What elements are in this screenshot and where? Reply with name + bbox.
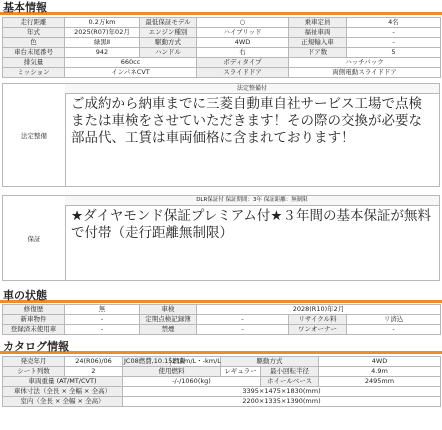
cell-value: 2 (65, 367, 123, 377)
cell-label: 福祉車両 (289, 28, 347, 38)
cell-value: インパネCVT (65, 68, 197, 78)
cell-value: 660cc (65, 58, 197, 68)
cell-value: 5 (347, 48, 441, 58)
cell-label: リサイクル料 (289, 315, 347, 325)
cell-label: スライドドア (197, 68, 289, 78)
table-row (3, 367, 441, 377)
cell-label: 禁煙 (140, 325, 197, 335)
table-row (3, 397, 441, 407)
cell-label: ボディタイプ (197, 58, 289, 68)
cell-value: 右 (197, 48, 289, 58)
cell-value: レギュラー (221, 367, 261, 377)
table-row (3, 387, 441, 397)
cell-value: 4WD (197, 38, 289, 48)
section-title: 基本情報 (3, 1, 47, 14)
cell-value: 緑黒Ⅱ (65, 38, 140, 48)
cell-value: - (197, 325, 289, 335)
cell-value: - (347, 28, 441, 38)
table-row (3, 28, 441, 38)
cell-value: リ済込 (347, 315, 441, 325)
cell-label: シート列数 (3, 367, 65, 377)
section-header-condition (0, 288, 442, 303)
table-row (3, 58, 441, 68)
cell-label: 最小回転半径 (261, 367, 319, 377)
warranty-block (2, 195, 440, 281)
cell-label: 車台末尾番号 (3, 48, 65, 58)
cell-label: 正規輸入車 (289, 38, 347, 48)
cell-label: 乗車定員 (289, 18, 347, 28)
cell-label: ミッション (3, 68, 65, 78)
cell-value: - (197, 315, 289, 325)
cell-value: 21km/L・-km/L (172, 357, 221, 365)
cell-label: 色 (3, 38, 65, 48)
cell-value: 24(R06)/06 (65, 357, 123, 367)
cell-label: 使用燃料 (123, 367, 221, 377)
condition-table (2, 304, 441, 335)
cell-value: 2200×1335×1390(mm) (123, 397, 441, 407)
cell-value: - (347, 38, 441, 48)
table-row (3, 357, 441, 367)
cell-label: ドア数 (289, 48, 347, 58)
section-title: 車の状態 (3, 289, 47, 302)
cell-label: 登録済未使用車 (3, 325, 65, 335)
cell-label: 走行距離 (3, 18, 65, 28)
cell-value: 0.2万km (65, 18, 140, 28)
cell-value: 2025(R07)年02月 (65, 28, 140, 38)
cell-label: JC08燃費,10.15燃費 (124, 357, 186, 365)
section-title: カタログ情報 (3, 340, 69, 353)
cell-label: 室内（全長 × 全幅 × 全高） (3, 397, 123, 407)
legal-maintenance-label: 法定整備 (3, 84, 66, 186)
cell-label: 最低保証モデル (140, 18, 197, 28)
cell-value: 両側電動スライドドア (289, 68, 441, 78)
cell-label: 修復歴 (3, 305, 65, 315)
cell-value: ○ (197, 18, 289, 28)
cell-label: ホイールベース (261, 377, 319, 387)
table-row (3, 377, 441, 387)
cell-label: ハンドル (140, 48, 197, 58)
section-header-basic (0, 0, 442, 15)
cell-label: 駆動方式 (221, 357, 319, 367)
cell-label: 車体寸法（全長 × 全幅 × 全高） (3, 387, 123, 397)
cell-label: 駆動方式 (140, 38, 197, 48)
cell-value: 4.9m (319, 367, 441, 377)
cell-label: エンジン種別 (140, 28, 197, 38)
cell-value: 4WD (319, 357, 441, 367)
table-row (3, 325, 441, 335)
basic-info-table (2, 17, 441, 78)
cell-value: - (347, 325, 441, 335)
warranty-label: 保証 (3, 196, 66, 280)
cell-label: 発売年月 (3, 357, 65, 367)
cell-value: 3395×1475×1830(mm) (123, 387, 441, 397)
catalog-table (2, 356, 441, 407)
legal-maintenance-block (2, 83, 440, 187)
table-row (3, 38, 441, 48)
legal-maintenance-sub: 法定整備付 (65, 84, 439, 94)
cell-label: 定期点検記録簿 (140, 315, 197, 325)
cell-value: - (65, 325, 140, 335)
cell-value: 942 (65, 48, 140, 58)
table-row (3, 48, 441, 58)
table-row (3, 18, 441, 28)
table-row (3, 305, 441, 315)
cell-value: 無 (65, 305, 140, 315)
cell-value: - (65, 315, 140, 325)
cell-label: 年式 (3, 28, 65, 38)
warranty-sub: DLR保証付 保証期間：3年 保証距離：無制限 (65, 196, 439, 206)
cell-label: 車検 (140, 305, 197, 315)
section-header-catalog (0, 339, 442, 354)
cell-value: 2028(R10)年2月 (197, 305, 441, 315)
table-row (3, 68, 441, 78)
table-row (3, 315, 441, 325)
cell-value: 4名 (347, 18, 441, 28)
cell-value: -/-/1060(kg) (123, 377, 261, 387)
warranty-text: ★ダイヤモンド保証プレミアム付★３年間の基本保証が無料で付帯（走行距離無制限） (71, 208, 431, 241)
cell-label: 車両重量 (AT/MT/CVT) (3, 377, 123, 387)
legal-maintenance-text: ご成約から納車までに三菱自動車自社サービス工場で点検または車検をさせていただきます！その際の交換が必要な部品代、工賃は車両価格に含まれております！ (71, 96, 422, 146)
cell-label: 新車物件 (3, 315, 65, 325)
cell-value: ハイブリッド (197, 28, 289, 38)
cell-value: ハッチバック (289, 58, 441, 68)
cell-value: 2495mm (319, 377, 441, 387)
cell-label: 排気量 (3, 58, 65, 68)
cell-label: ワンオーナー (289, 325, 347, 335)
